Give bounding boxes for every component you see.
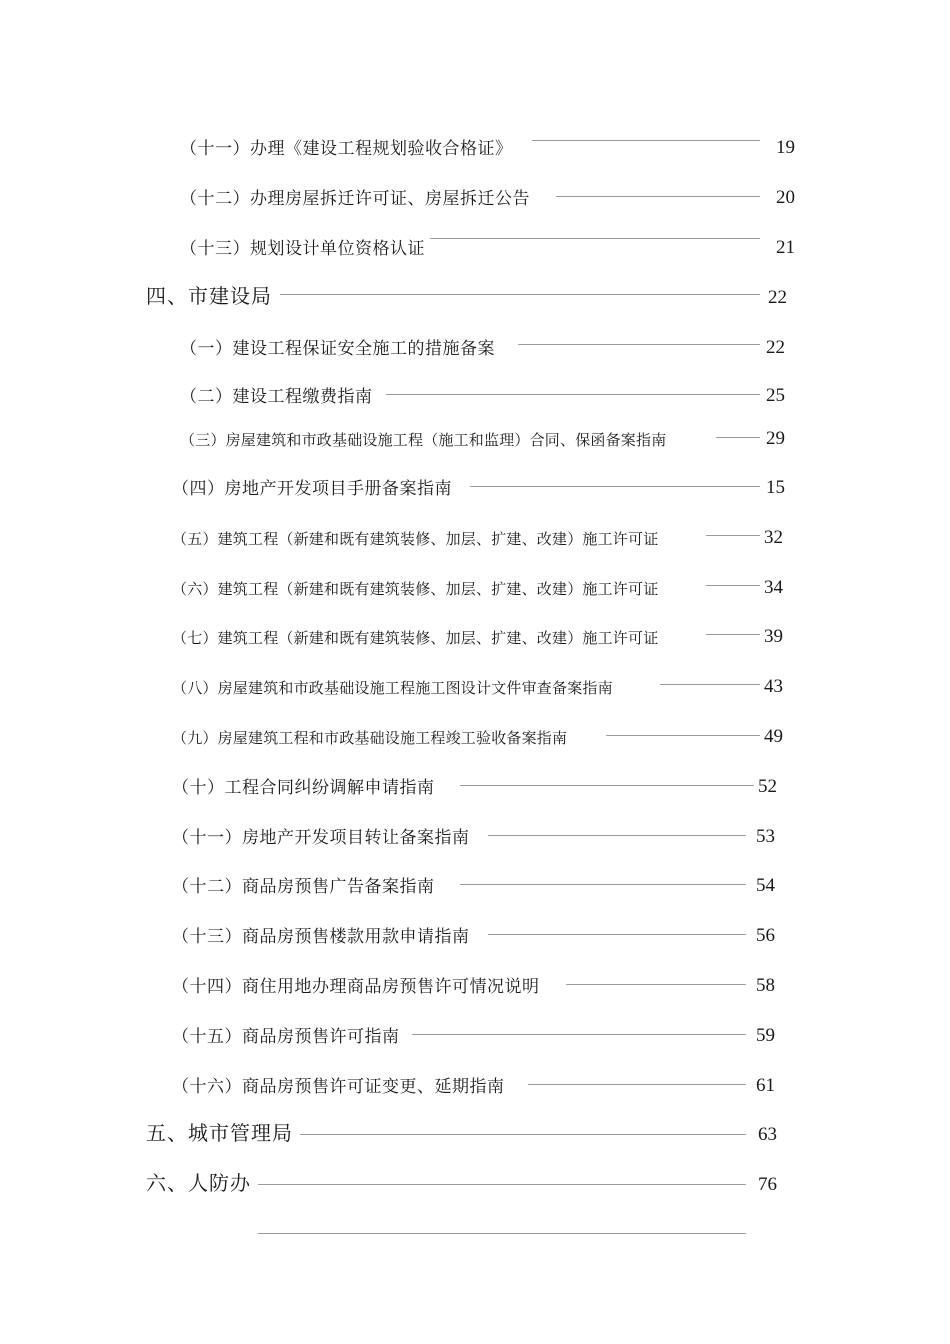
toc-entry-title: （九）房屋建筑工程和市政基础设施工程竣工验收备案指南 <box>172 729 568 747</box>
toc-page-number: 54 <box>756 875 775 896</box>
toc-leader-line <box>460 884 746 885</box>
toc-leader-line <box>280 294 760 295</box>
toc-entry[interactable] <box>0 971 950 1001</box>
toc-entry-title: （十二）办理房屋拆迁许可证、房屋拆迁公告 <box>180 189 530 209</box>
toc-page-number: 63 <box>758 1124 777 1145</box>
toc-leader-line <box>706 585 760 586</box>
toc-entry[interactable] <box>0 233 950 263</box>
toc-leader-line <box>488 934 746 935</box>
toc-page-number: 32 <box>764 527 783 548</box>
trailing-leader-line <box>258 1233 746 1234</box>
toc-entry[interactable] <box>0 283 950 313</box>
toc-entry-title: （八）房屋建筑和市政基础设施工程施工图设计文件审查备案指南 <box>172 679 613 697</box>
toc-entry[interactable] <box>0 573 950 603</box>
toc-leader-line <box>566 984 746 985</box>
toc-page-number: 20 <box>776 187 795 208</box>
toc-page-number: 61 <box>756 1075 775 1096</box>
toc-entry-title: （五）建筑工程（新建和既有建筑装修、加层、扩建、改建）施工许可证 <box>172 530 659 548</box>
toc-entry[interactable] <box>0 523 950 553</box>
toc-entry[interactable] <box>0 333 950 363</box>
toc-entry-title: （十三）规划设计单位资格认证 <box>180 239 425 259</box>
toc-entry-title: （四）房地产开发项目手册备案指南 <box>172 479 452 499</box>
toc-page-number: 56 <box>756 925 775 946</box>
toc-leader-line <box>258 1184 746 1185</box>
toc-entry-title: （十）工程合同纠纷调解申请指南 <box>172 778 435 798</box>
toc-leader-line <box>470 486 760 487</box>
toc-entry[interactable] <box>0 921 950 951</box>
toc-page-number: 39 <box>764 626 783 647</box>
toc-entry[interactable] <box>0 622 950 652</box>
toc-leader-line <box>430 238 760 239</box>
toc-entry[interactable] <box>0 672 950 702</box>
toc-leader-line <box>518 344 760 345</box>
toc-entry[interactable] <box>0 473 950 503</box>
toc-entry-title: （六）建筑工程（新建和既有建筑装修、加层、扩建、改建）施工许可证 <box>172 580 659 598</box>
toc-page-number: 76 <box>758 1174 777 1195</box>
toc-page-number: 25 <box>766 385 785 406</box>
toc-entry-title: （十一）房地产开发项目转让备案指南 <box>172 828 470 848</box>
toc-entry-title: （十五）商品房预售许可指南 <box>172 1027 400 1047</box>
toc-entry[interactable] <box>0 183 950 213</box>
toc-leader-line <box>660 684 760 685</box>
toc-page-number: 21 <box>776 237 795 258</box>
toc-leader-line <box>606 735 760 736</box>
toc-entry[interactable] <box>0 133 950 163</box>
toc-page-number: 43 <box>764 676 783 697</box>
toc-entry[interactable] <box>0 1170 950 1200</box>
toc-entry[interactable] <box>0 822 950 852</box>
toc-page-number: 34 <box>764 577 783 598</box>
toc-page-number: 19 <box>776 137 795 158</box>
toc-leader-line <box>532 140 760 141</box>
toc-leader-line <box>488 835 746 836</box>
toc-leader-line <box>716 437 760 438</box>
toc-entry-title: （十一）办理《建设工程规划验收合格证》 <box>180 139 513 159</box>
toc-page-number: 22 <box>766 337 785 358</box>
toc-entry[interactable] <box>0 1021 950 1051</box>
toc-entry-title: 四、市建设局 <box>146 284 272 308</box>
toc-entry[interactable] <box>0 424 950 454</box>
toc-entry[interactable] <box>0 381 950 411</box>
toc-leader-line <box>460 785 754 786</box>
toc-entry-title: （十六）商品房预售许可证变更、延期指南 <box>172 1077 505 1097</box>
toc-entry[interactable] <box>0 1071 950 1101</box>
toc-entry-title: 六、人防办 <box>146 1171 251 1195</box>
toc-leader-line <box>706 634 760 635</box>
toc-entry-title: （七）建筑工程（新建和既有建筑装修、加层、扩建、改建）施工许可证 <box>172 629 659 647</box>
toc-entry-title: （二）建设工程缴费指南 <box>180 387 373 407</box>
toc-page-number: 15 <box>766 477 785 498</box>
toc-page-number: 59 <box>756 1025 775 1046</box>
toc-entry[interactable] <box>0 871 950 901</box>
toc-entry-title: （十三）商品房预售楼款用款申请指南 <box>172 927 470 947</box>
toc-entry[interactable] <box>0 1120 950 1150</box>
toc-page-number: 29 <box>766 428 785 449</box>
toc-leader-line <box>556 196 760 197</box>
toc-page-number: 22 <box>768 287 787 308</box>
toc-leader-line <box>412 1034 746 1035</box>
toc-leader-line <box>300 1134 746 1135</box>
toc-leader-line <box>386 394 760 395</box>
toc-entry-title: （一）建设工程保证安全施工的措施备案 <box>180 339 495 359</box>
toc-page-number: 53 <box>756 826 775 847</box>
toc-page-number: 49 <box>764 726 783 747</box>
toc-entry[interactable] <box>0 722 950 752</box>
toc-leader-line <box>706 535 760 536</box>
toc-entry-title: （十二）商品房预售广告备案指南 <box>172 877 435 897</box>
toc-entry-title: （三）房屋建筑和市政基础设施工程（施工和监理）合同、保函备案指南 <box>180 431 667 449</box>
toc-entry-title: （十四）商住用地办理商品房预售许可情况说明 <box>172 977 540 997</box>
toc-entry-title: 五、城市管理局 <box>146 1121 293 1145</box>
toc-page-number: 52 <box>758 776 777 797</box>
toc-entry[interactable] <box>0 772 950 802</box>
toc-page-number: 58 <box>756 975 775 996</box>
toc-leader-line <box>528 1084 746 1085</box>
